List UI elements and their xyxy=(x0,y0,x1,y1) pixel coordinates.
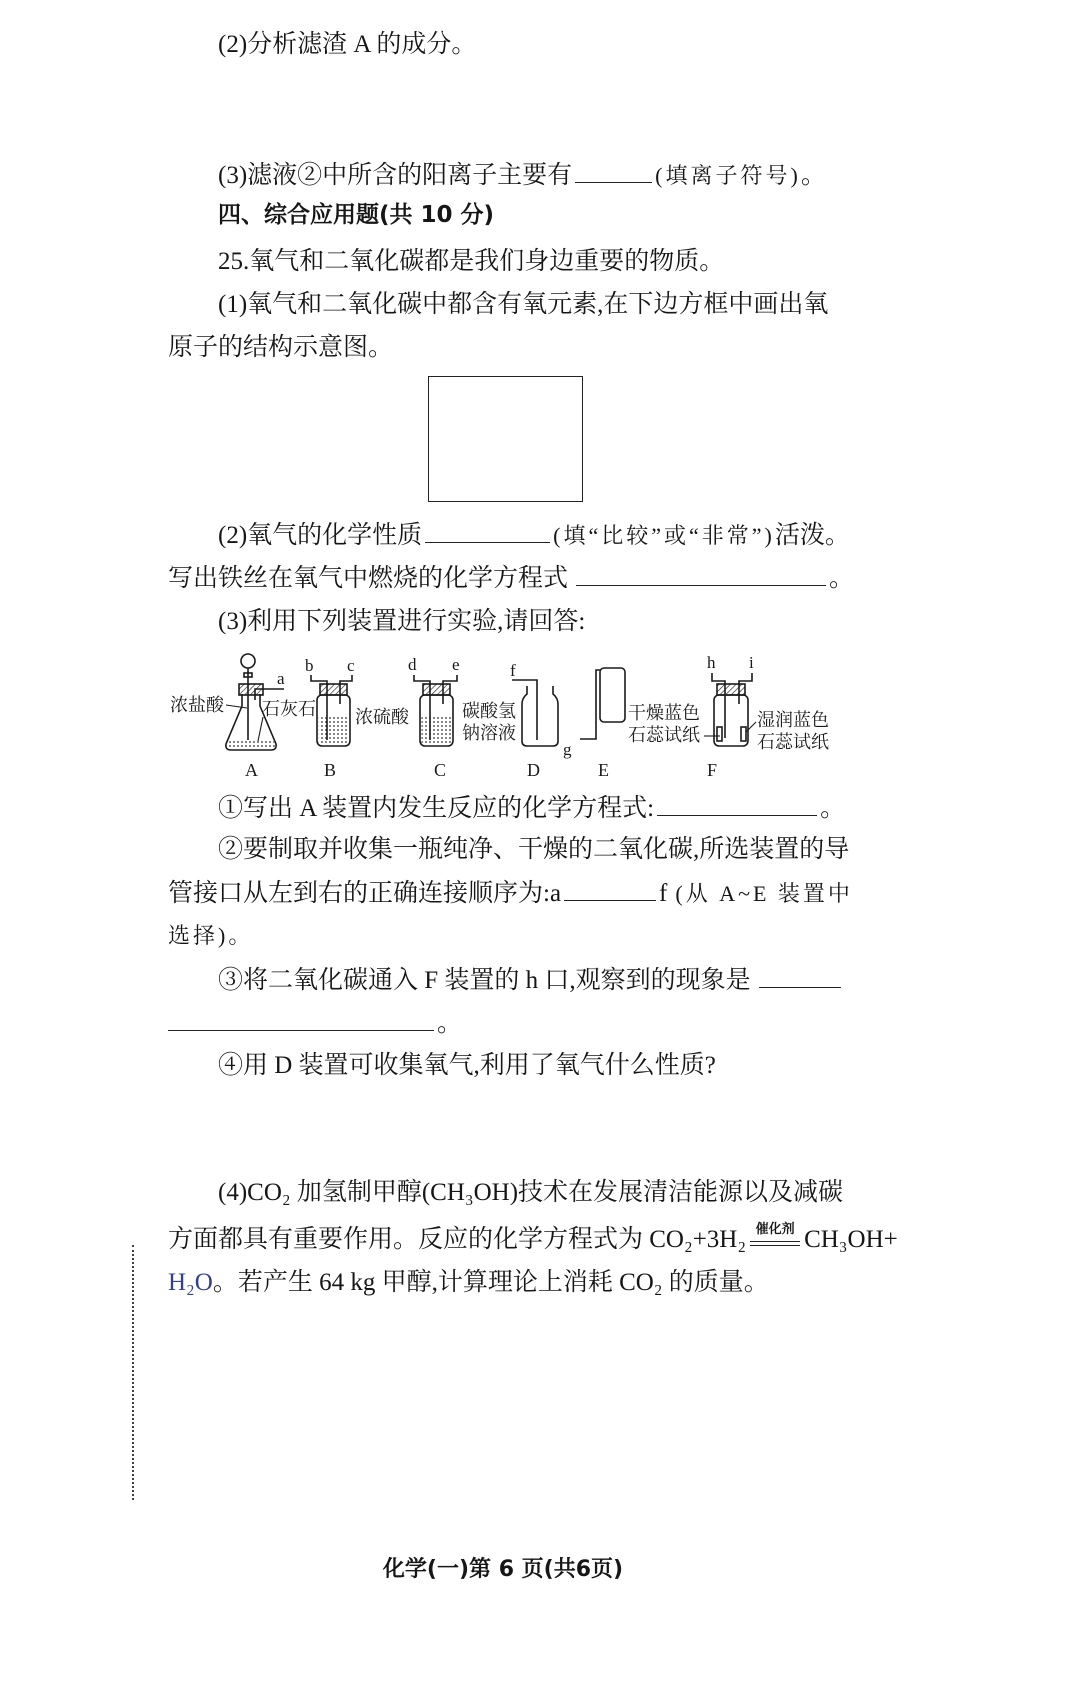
answer-blank[interactable] xyxy=(759,965,841,988)
port-label-i: i xyxy=(749,653,754,672)
funnel-bulb xyxy=(241,654,255,668)
q25-part3-q2-line2 xyxy=(168,878,853,908)
q25-part3-q3-line2 xyxy=(168,1008,462,1038)
device-label-d: D xyxy=(527,760,540,780)
label-nahco3-line2: 钠溶液 xyxy=(462,723,516,743)
label-conc-hcl: 浓盐酸 xyxy=(170,695,224,715)
q25-part2-line1-end: 活泼。 xyxy=(774,522,850,549)
label-conc-h2so4: 浓硫酸 xyxy=(355,707,409,727)
port-label-e: e xyxy=(452,655,460,674)
binding-dotted-line xyxy=(132,1245,134,1500)
q25-part2-line2-text: 写出铁丝在氧气中燃烧的化学方程式 xyxy=(168,565,569,592)
q25-part2-line2 xyxy=(168,563,854,593)
q25-part4-line3 xyxy=(168,1268,769,1298)
q25-part2-hint: (填“比较”或“非常”) xyxy=(553,523,775,548)
answer-blank[interactable] xyxy=(576,563,826,586)
device-label-c: C xyxy=(434,760,447,780)
q25-part1-line1: (1)氧气和二氧化碳中都含有氧元素,在下边方框中画出氧 xyxy=(218,291,829,318)
dry-litmus-paper xyxy=(717,727,722,741)
q25-part3-q2-line1: ②要制取并收集一瓶纯净、干燥的二氧化碳,所选装置的导 xyxy=(218,836,850,863)
port-label-g: g xyxy=(563,740,572,759)
q25-part3-q1-end: 。 xyxy=(820,795,846,822)
stopper-f xyxy=(717,684,745,695)
container-e xyxy=(600,668,625,722)
answer-blank[interactable] xyxy=(575,160,652,183)
q25-part3-q2-line2-text: 管接口从左到右的正确连接顺序为:a xyxy=(168,880,562,907)
apparatus-c xyxy=(414,675,457,746)
q25-part2-line1-text: (2)氧气的化学性质 xyxy=(218,522,423,549)
q25-part4-line1: (4)CO₂ 加氢制甲醇(CH₃OH)技术在发展清洁能源以及减碳 xyxy=(218,1179,844,1206)
tube-e-outlet-g xyxy=(580,670,600,739)
label-wet-litmus-line2: 石蕊试纸 xyxy=(757,732,829,752)
q25-part4-line3-text: 。若产生 64 kg 甲醇,计算理论上消耗 CO₂ 的质量。 xyxy=(212,1269,769,1296)
leader-limestone xyxy=(258,717,263,741)
q25-part3-q1 xyxy=(218,793,845,823)
port-label-a: a xyxy=(277,669,285,688)
q24-part3-hint: (填离子符号) xyxy=(655,163,801,188)
q25-part3-q3-text: ③将二氧化碳通入 F 装置的 h 口,观察到的现象是 xyxy=(218,967,751,994)
answer-blank[interactable] xyxy=(168,1008,434,1031)
answer-blank[interactable] xyxy=(425,520,550,543)
q25-part3-q2-hint: (从 A~E 装置中 xyxy=(675,881,853,906)
stopper-b xyxy=(320,684,347,695)
wet-litmus-paper xyxy=(741,727,746,741)
q25-part4-equation-left: 方面都具有重要作用。反应的化学方程式为 CO₂+3H₂ xyxy=(168,1226,747,1253)
label-wet-litmus-line1: 湿润蓝色 xyxy=(757,710,829,730)
q25-part2-line2-end: 。 xyxy=(829,565,855,592)
atom-structure-drawing-box[interactable] xyxy=(428,376,583,502)
apparatus-d xyxy=(512,680,558,746)
q24-part3-end: 。 xyxy=(800,162,826,189)
section-title: 四、综合应用题(共 10 分) xyxy=(218,202,495,228)
q24-part3-text: (3)滤液②中所含的阳离子主要有 xyxy=(218,162,573,189)
q24-part2-text: (2)分析滤渣 A 的成分。 xyxy=(218,31,477,58)
q25-part1-line2: 原子的结构示意图。 xyxy=(168,334,394,361)
q25-part3-q3-end: 。 xyxy=(437,1010,463,1037)
device-label-e: E xyxy=(598,760,609,780)
port-label-b: b xyxy=(305,656,314,675)
q25-stem: 25.氧气和二氧化碳都是我们身边重要的物质。 xyxy=(218,248,725,275)
label-nahco3-line1: 碳酸氢 xyxy=(462,701,516,721)
q25-part3-intro: (3)利用下列装置进行实验,请回答: xyxy=(218,608,586,635)
apparatus-diagram xyxy=(160,645,850,785)
stopper-c xyxy=(423,684,450,695)
leader-conc-hcl xyxy=(226,705,247,708)
port-label-c: c xyxy=(347,656,355,675)
port-label-f: f xyxy=(510,661,516,680)
formula-water: H₂O xyxy=(168,1269,213,1296)
reaction-equals-sign xyxy=(750,1241,800,1246)
answer-blank[interactable] xyxy=(564,878,656,901)
q25-part3-q1-text: ①写出 A 装置内发生反应的化学方程式: xyxy=(218,795,655,822)
bottle-f xyxy=(714,695,748,746)
answer-blank[interactable] xyxy=(657,793,817,816)
catalyst-condition xyxy=(750,1221,800,1255)
q25-part2-line1 xyxy=(218,520,850,550)
device-label-f: F xyxy=(707,760,718,780)
device-label-a: A xyxy=(245,760,258,780)
q25-part3-q2-port-f: f xyxy=(659,880,668,907)
port-label-d: d xyxy=(408,655,417,674)
flask-contents xyxy=(226,739,276,748)
device-label-b: B xyxy=(324,760,337,780)
liquid-nahco3 xyxy=(422,716,452,745)
port-label-h: h xyxy=(707,653,716,672)
gas-jar-d xyxy=(522,686,558,746)
apparatus-f xyxy=(712,673,756,746)
q25-part4-line2 xyxy=(168,1221,898,1255)
q25-part3-q2-line3: 选择)。 xyxy=(168,923,254,948)
q24-part2 xyxy=(218,30,476,60)
label-dry-litmus-line1: 干燥蓝色 xyxy=(628,703,700,723)
q25-part4-equation-right: CH₃OH+ xyxy=(804,1226,898,1253)
apparatus-labels xyxy=(170,653,829,780)
q24-part3 xyxy=(218,160,826,190)
catalyst-label: 催化剂 xyxy=(755,1221,795,1236)
q25-part3-q4: ④用 D 装置可收集氧气,利用了氧气什么性质? xyxy=(218,1052,716,1079)
liquid-conc-h2so4 xyxy=(319,716,349,745)
page-footer: 化学(一)第 6 页(共6页) xyxy=(382,1557,624,1582)
apparatus-b xyxy=(311,675,352,746)
label-limestone: 石灰石 xyxy=(262,699,316,719)
label-dry-litmus-line2: 石蕊试纸 xyxy=(628,725,700,745)
q25-part3-q3-line1 xyxy=(218,965,844,995)
